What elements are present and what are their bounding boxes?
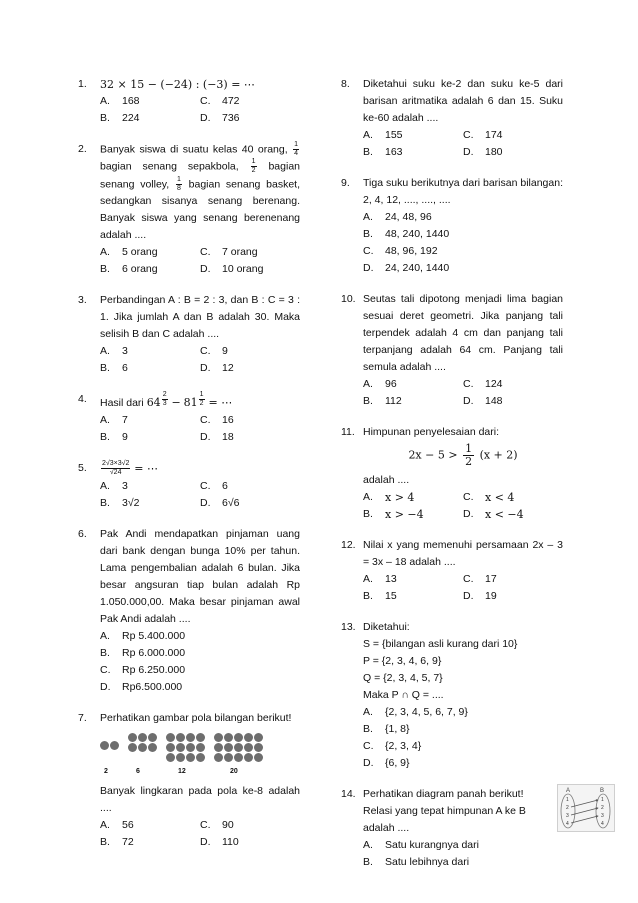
option-letter: D.: [200, 262, 211, 275]
option-letter: A.: [100, 344, 110, 357]
option-letter: D.: [463, 590, 474, 602]
option-letter: B.: [363, 723, 373, 735]
question-6: [78, 526, 300, 696]
option-text: 112: [385, 395, 402, 407]
answer-option: [100, 244, 200, 261]
answer-option: [100, 429, 200, 446]
option-text: 472: [222, 95, 240, 107]
option-text: 3: [122, 344, 128, 357]
option-text: Rp 5.400.000: [122, 629, 186, 642]
option-text: 18: [222, 430, 234, 443]
option-text: 13: [385, 573, 397, 585]
option-letter: A.: [363, 706, 373, 718]
question-8: [341, 76, 563, 161]
question-stem-2: Banyak lingkaran pada pola ke-8 adalah ....: [100, 784, 300, 814]
option-letter: D.: [363, 262, 374, 274]
fraction: [251, 158, 257, 175]
answer-option: [463, 393, 563, 410]
exponent-fraction: [162, 391, 168, 408]
question-stem-line: Diketahui:: [363, 621, 410, 633]
option-text: 6: [222, 479, 228, 492]
answer-option: [200, 360, 300, 377]
answer-option: [100, 817, 200, 834]
set-a-label: A: [566, 788, 571, 794]
stem-text: Hasil dari: [100, 396, 144, 409]
option-letter: B.: [363, 395, 373, 407]
fraction-denominator: 2: [251, 167, 256, 175]
answer-option: [363, 127, 463, 144]
question-stem-line: S = {bilangan asli kurang dari 10}: [363, 638, 518, 650]
option-letter: B.: [363, 508, 373, 520]
question-9: [341, 175, 563, 277]
option-letter: A.: [363, 211, 373, 223]
stem-text: bagian senang sepakbola,: [100, 160, 239, 173]
option-letter: D.: [200, 361, 211, 374]
option-text: {6, 9}: [385, 757, 410, 769]
bead-pattern-figure: [100, 733, 300, 775]
question-stem: Tiga suku berikutnya dari barisan bilangan: 2, 4, 12, ...., ...., ....: [363, 177, 563, 206]
answer-option: [100, 834, 200, 851]
answer-options: [363, 209, 563, 277]
pattern-label: 2: [104, 767, 108, 775]
option-letter: B.: [100, 262, 110, 275]
option-text: 7: [122, 413, 128, 426]
question-stem-line: Perhatikan diagram panah berikut!: [363, 788, 524, 800]
fraction-numerator: 2√3×3√2: [102, 460, 130, 468]
answer-option: [100, 343, 200, 360]
option-letter: A.: [363, 378, 373, 390]
option-text: 15: [385, 590, 397, 602]
answer-option: [363, 738, 563, 755]
inequality: [363, 443, 563, 468]
fraction: [293, 141, 299, 158]
right-column: [341, 76, 605, 885]
answer-option: [363, 854, 563, 871]
answer-option: [200, 834, 300, 851]
option-text: 10 orang: [222, 262, 264, 275]
option-letter: C.: [200, 344, 211, 357]
option-text: 174: [485, 129, 503, 141]
option-text: 9: [122, 430, 128, 443]
answer-option: [100, 628, 300, 645]
fraction-numerator: 1: [251, 158, 256, 166]
option-text: 124: [485, 378, 503, 390]
option-text: Rp6.500.000: [122, 680, 183, 693]
question-stem: Perhatikan gambar pola bilangan berikut!: [100, 711, 292, 724]
question-number: 14.: [341, 788, 356, 800]
option-text: 96: [385, 378, 397, 390]
option-letter: B.: [100, 496, 110, 509]
question-stem-line: Q = {2, 3, 4, 5, 7}: [363, 672, 443, 684]
answer-options: [100, 412, 300, 446]
question-stem-line: Maka P ∩ Q = ....: [363, 689, 444, 701]
answer-option: [100, 662, 300, 679]
question-number: 10.: [341, 293, 356, 305]
question-number: 13.: [341, 621, 356, 633]
question-10: [341, 291, 563, 410]
option-text: 24, 240, 1440: [385, 262, 450, 274]
fraction-denominator: 2: [199, 399, 204, 407]
option-text: 180: [485, 146, 503, 158]
option-letter: C.: [363, 740, 374, 752]
question-stem-line: adalah ....: [363, 822, 410, 834]
answer-option: [200, 93, 300, 110]
question-2: [78, 141, 300, 278]
question-13: [341, 619, 563, 772]
question-stem: Nilai x yang memenuhi persamaan 2x – 3 = 3x – 18 adalah ....: [363, 539, 563, 568]
option-text: Rp 6.250.000: [122, 663, 186, 676]
option-text: 48, 96, 192: [385, 245, 438, 257]
answer-option: [100, 412, 200, 429]
answer-option: [200, 478, 300, 495]
answer-option: [463, 489, 563, 506]
option-letter: A.: [100, 629, 110, 642]
answer-options: [363, 837, 563, 871]
option-letter: B.: [100, 112, 110, 124]
option-letter: C.: [200, 818, 211, 831]
option-text: 224: [122, 112, 140, 124]
answer-option: [463, 588, 563, 605]
answer-option: [363, 506, 463, 523]
option-text: 17: [485, 573, 497, 585]
answer-option: [363, 376, 463, 393]
pattern-label: 20: [230, 767, 238, 775]
option-letter: D.: [463, 146, 474, 158]
option-text: 24, 48, 96: [385, 211, 432, 223]
question-stem: Seutas tali dipotong menjadi lima bagian sesuai deret geometri. Jika panjang tali terpendek adalah 4 cm dan panjang tali terpanjang adalah 64 cm. Panjang tali semula adalah ....: [363, 293, 563, 373]
question-7: [78, 710, 300, 851]
question-stem: Pak Andi mendapatkan pinjaman uang dari bank dengan bunga 10% per tahun. Lama pengembalian adalah 6 bulan. Jika besar angsuran tiap bulan adalah Rp 1.050.000,00. Maka besar pinjaman awal Pak Andi adalah ....: [100, 527, 300, 625]
answer-options: [100, 628, 300, 696]
answer-option: [200, 817, 300, 834]
question-stem-line: P = {2, 3, 4, 6, 9}: [363, 655, 442, 667]
option-letter: A.: [100, 818, 110, 831]
question-number: 9.: [341, 177, 350, 189]
set-a-element: 2: [566, 805, 569, 811]
question-number: 11.: [341, 426, 355, 438]
option-letter: A.: [100, 479, 110, 492]
option-letter: A.: [100, 245, 110, 258]
option-text: Rp 6.000.000: [122, 646, 186, 659]
arrow-diagram: [557, 784, 615, 832]
option-text: 168: [122, 95, 140, 107]
option-letter: C.: [200, 479, 211, 492]
option-letter: C.: [363, 245, 374, 257]
power-base: 64: [146, 395, 161, 409]
option-letter: C.: [463, 491, 474, 503]
exponent-fraction: [199, 391, 205, 408]
option-text: 148: [485, 395, 503, 407]
option-letter: B.: [100, 646, 110, 659]
inequality-right: (x + 2): [479, 448, 518, 462]
fraction: [463, 443, 474, 468]
option-text: 3√2: [122, 496, 140, 509]
question-11: [341, 424, 563, 523]
answer-options: [363, 704, 563, 772]
answer-option: [100, 495, 200, 512]
question-stem-2: adalah ....: [363, 474, 410, 486]
question-stem: Perbandingan A : B = 2 : 3, dan B : C = 3 : 1. Jika jumlah A dan B adalah 30. Maka selisih B dan C adalah ....: [100, 293, 300, 340]
option-letter: C.: [463, 378, 474, 390]
power-base: 81: [183, 395, 198, 409]
answer-option: [363, 226, 563, 243]
option-text: 110: [222, 835, 239, 848]
option-text: x > 4: [385, 491, 415, 504]
fraction-numerator: 1: [176, 175, 181, 183]
option-text: 12: [222, 361, 234, 374]
answer-option: [463, 506, 563, 523]
answer-option: [100, 360, 200, 377]
pattern-label: 6: [136, 767, 140, 775]
option-letter: A.: [100, 413, 110, 426]
left-column: [78, 76, 300, 865]
answer-option: [200, 261, 300, 278]
answer-options: [363, 571, 563, 605]
answer-option: [363, 588, 463, 605]
option-letter: D.: [200, 430, 211, 443]
option-text: {2, 3, 4, 5, 6, 7, 9}: [385, 706, 468, 718]
option-letter: C.: [463, 573, 474, 585]
option-text: 155: [385, 129, 403, 141]
pattern-label: 12: [178, 767, 186, 775]
fraction-numerator: 2: [162, 390, 167, 398]
option-text: {1, 8}: [385, 723, 410, 735]
operator: −: [171, 395, 181, 409]
option-letter: C.: [200, 95, 211, 107]
option-text: 90: [222, 818, 234, 831]
question-5: [78, 460, 300, 512]
option-text: Satu kurangnya dari: [385, 839, 479, 851]
option-text: 48, 240, 1440: [385, 228, 450, 240]
set-a-element: 1: [566, 797, 569, 803]
option-text: 736: [222, 112, 240, 124]
option-text: 6√6: [222, 496, 240, 509]
option-letter: D.: [463, 508, 474, 520]
fraction-denominator: 8: [176, 184, 181, 192]
option-letter: D.: [100, 680, 111, 693]
option-letter: B.: [363, 856, 373, 868]
option-letter: D.: [463, 395, 474, 407]
fraction-denominator: 4: [294, 150, 298, 157]
answer-option: [363, 704, 563, 721]
answer-option: [100, 679, 300, 696]
question-number: 8.: [341, 78, 350, 90]
set-a-element: 3: [566, 813, 569, 819]
fraction: [176, 176, 182, 193]
option-text: Satu lebihnya dari: [385, 856, 470, 868]
answer-option: [363, 571, 463, 588]
option-text: x < −4: [485, 508, 524, 521]
question-number: 6.: [78, 527, 87, 540]
question-12: [341, 537, 563, 605]
option-letter: B.: [363, 146, 373, 158]
answer-option: [363, 755, 563, 772]
set-a-element: 4: [566, 821, 569, 827]
question-stem: 32 × 15 − (−24) : (−3) = ⋯: [100, 78, 255, 91]
option-text: 9: [222, 344, 228, 357]
answer-option: [463, 127, 563, 144]
option-text: 5 orang: [122, 245, 158, 258]
answer-option: [100, 645, 300, 662]
option-letter: C.: [200, 245, 211, 258]
answer-option: [200, 110, 300, 127]
equals-ellipsis: = ⋯: [134, 461, 158, 475]
answer-options: [363, 489, 563, 523]
option-letter: D.: [200, 835, 211, 848]
answer-option: [200, 429, 300, 446]
answer-option: [200, 412, 300, 429]
option-text: x > −4: [385, 508, 424, 521]
option-letter: B.: [363, 228, 373, 240]
option-letter: B.: [100, 361, 110, 374]
answer-options: [100, 93, 300, 127]
circle: [110, 741, 119, 750]
answer-options: [100, 343, 300, 377]
stem-text: bagian senang basket, sedangkan sisanya senang berenang. Banyak siswa yang senang berenenang adalah ....: [100, 177, 300, 241]
option-letter: D.: [363, 757, 374, 769]
answer-option: [200, 244, 300, 261]
question-4: [78, 391, 300, 446]
answer-option: [200, 495, 300, 512]
question-number: 2.: [78, 143, 87, 155]
set-b-element: 3: [601, 813, 604, 819]
question-stem-line: Relasi yang tepat himpunan A ke B: [363, 805, 526, 817]
question-number: 4.: [78, 392, 87, 405]
answer-option: [463, 571, 563, 588]
option-letter: B.: [100, 835, 110, 848]
fraction-denominator: √24: [109, 469, 122, 477]
question-14: [341, 786, 605, 871]
option-text: 6: [122, 361, 128, 374]
fraction-denominator: 2: [465, 455, 473, 468]
fraction-numerator: 1: [294, 141, 298, 148]
option-text: 16: [222, 413, 234, 426]
answer-option: [463, 144, 563, 161]
option-text: 19: [485, 590, 497, 602]
answer-option: [363, 489, 463, 506]
set-b-element: 2: [601, 805, 604, 811]
option-letter: A.: [363, 573, 373, 585]
answer-option: [200, 343, 300, 360]
option-text: 6 orang: [122, 262, 158, 275]
question-3: [78, 292, 300, 377]
question-stem: [100, 460, 300, 478]
answer-option: [363, 144, 463, 161]
stem-text: Banyak siswa di suatu kelas 40 orang,: [100, 143, 288, 156]
question-stem: [100, 141, 300, 244]
answer-option: [100, 478, 200, 495]
option-letter: C.: [100, 663, 111, 676]
fraction-numerator: 1: [465, 442, 473, 455]
option-letter: C.: [463, 129, 474, 141]
option-text: 3: [122, 479, 128, 492]
answer-option: [363, 209, 563, 226]
answer-option: [363, 721, 563, 738]
option-letter: D.: [200, 112, 211, 124]
inequality-left: 2x − 5 >: [408, 448, 458, 462]
option-text: x < 4: [485, 491, 515, 504]
option-letter: A.: [363, 129, 373, 141]
set-b-label: B: [600, 788, 605, 794]
answer-option: [100, 110, 200, 127]
question-number: 3.: [78, 293, 87, 306]
set-b-element: 1: [601, 797, 604, 803]
question-number: 7.: [78, 711, 87, 724]
question-1: [78, 76, 300, 127]
option-letter: A.: [363, 491, 373, 503]
option-text: {2, 3, 4}: [385, 740, 422, 752]
question-stem: Himpunan penyelesaian dari:: [363, 426, 500, 438]
answer-option: [363, 243, 563, 260]
fraction-denominator: 3: [162, 399, 167, 407]
equals-ellipsis: = ⋯: [208, 395, 233, 409]
option-text: 72: [122, 835, 134, 848]
answer-option: [363, 837, 563, 854]
option-letter: D.: [200, 496, 211, 509]
question-number: 5.: [78, 461, 87, 474]
option-letter: B.: [363, 590, 373, 602]
answer-options: [363, 376, 563, 410]
fraction-numerator: 1: [199, 390, 204, 398]
answer-option: [363, 260, 563, 277]
option-letter: C.: [200, 413, 211, 426]
stem-text: bagian senang volley,: [100, 160, 300, 190]
question-number: 1.: [78, 78, 87, 90]
answer-option: [463, 376, 563, 393]
answer-options: [363, 127, 563, 161]
question-stem: Diketahui suku ke-2 dan suku ke-5 dari barisan aritmatika adalah 6 dan 15. Suku ke-60 adalah ....: [363, 78, 563, 124]
circle: [100, 741, 109, 750]
option-text: 56: [122, 818, 134, 831]
answer-options: [100, 478, 300, 512]
option-letter: B.: [100, 430, 110, 443]
answer-option: [100, 93, 200, 110]
radical-fraction: [101, 460, 130, 477]
set-b-element: 4: [601, 821, 604, 827]
option-letter: A.: [100, 95, 110, 107]
option-text: 7 orang: [222, 245, 258, 258]
answer-options: [100, 244, 300, 278]
option-letter: A.: [363, 839, 373, 851]
answer-options: [100, 817, 300, 851]
answer-option: [100, 261, 200, 278]
question-number: 12.: [341, 539, 356, 551]
option-text: 163: [385, 146, 403, 158]
answer-option: [363, 393, 463, 410]
question-stem: [100, 391, 300, 412]
